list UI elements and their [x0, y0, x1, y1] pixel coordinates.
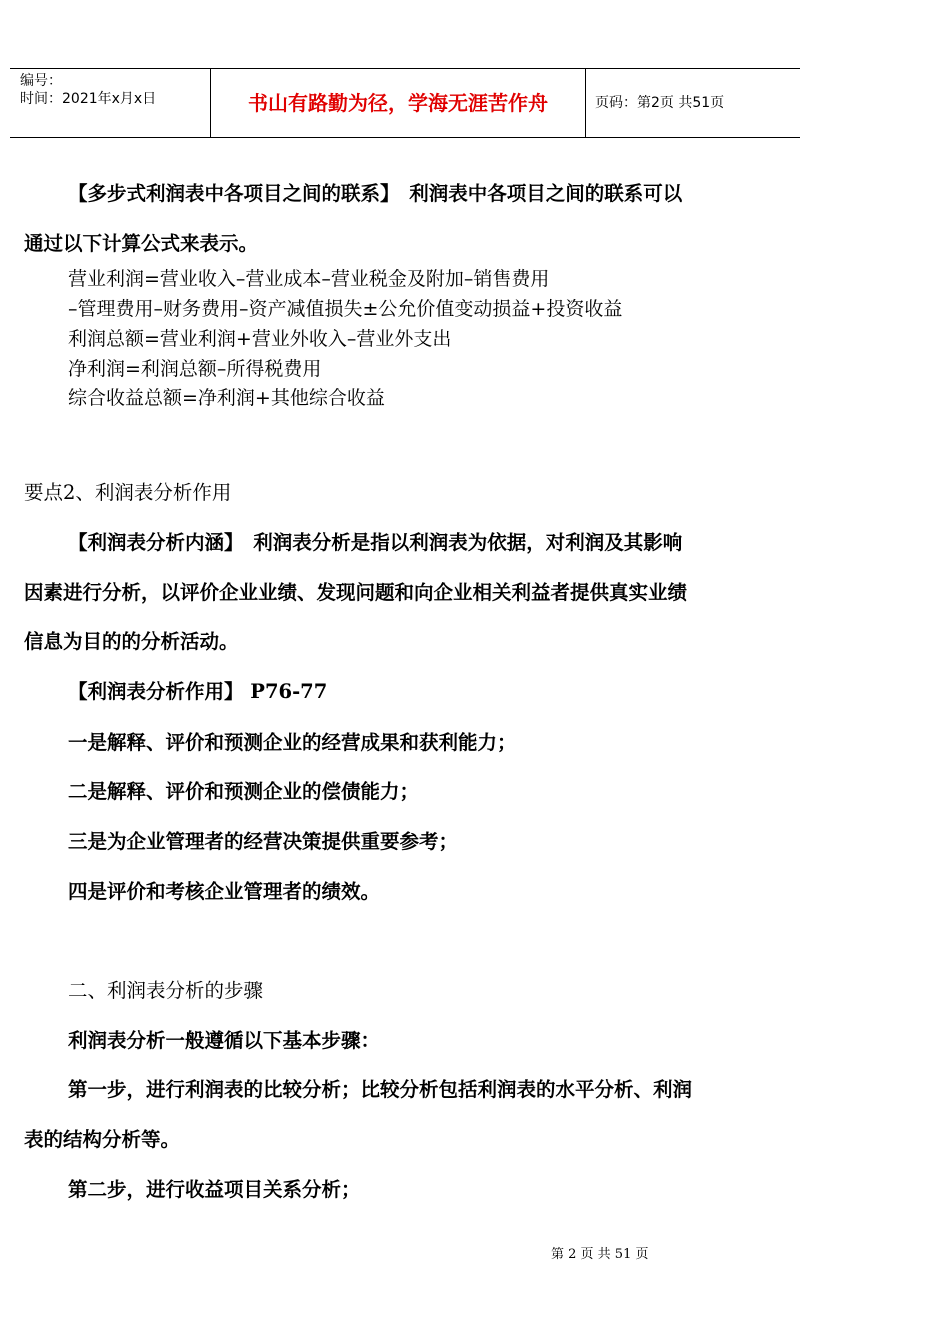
formula-operating-profit: 营业利润=营业收入–营业成本–营业税金及附加–销售费用	[68, 268, 550, 290]
page-header	[10, 68, 800, 138]
paragraph-connotation-line1: 【利润表分析内涵】 利润表分析是指以利润表为依据，对利润及其影响	[68, 531, 683, 554]
step-2: 第二步，进行收益项目关系分析；	[68, 1178, 361, 1201]
page-footer: 第 2 页 共 51 页	[551, 1247, 649, 1262]
header-meta-cell	[10, 69, 210, 137]
formula-comprehensive-income: 综合收益总额=净利润+其他综合收益	[68, 387, 385, 409]
paragraph-relation-line1: 【多步式利润表中各项目之间的联系】 利润表中各项目之间的联系可以	[68, 182, 683, 205]
header-page-info: 页码：第2页 共51页	[595, 95, 725, 111]
heading-point-2: 要点2、利润表分析作用	[24, 481, 232, 504]
paragraph-connotation-line2: 因素进行分析，以评价企业业绩、发现问题和向企业相关利益者提供真实业绩	[24, 581, 688, 604]
step-1-line1: 第一步，进行利润表的比较分析；比较分析包括利润表的水平分析、利润	[68, 1078, 693, 1101]
step-1-line2: 表的结构分析等。	[24, 1128, 181, 1151]
effect-item-2: 二是解释、评价和预测企业的偿债能力；	[68, 780, 420, 803]
section-2-title: 二、利润表分析的步骤	[68, 979, 264, 1002]
document-number-label: 编号：	[20, 73, 62, 89]
header-page-cell	[585, 69, 800, 137]
effect-item-3: 三是为企业管理者的经营决策提供重要参考；	[68, 830, 459, 853]
formula-net-profit: 净利润=利润总额–所得税费用	[68, 358, 322, 380]
formula-total-profit: 利润总额=营业利润+营业外收入–营业外支出	[68, 328, 452, 350]
steps-intro: 利润表分析一般遵循以下基本步骤：	[68, 1029, 381, 1052]
effect-item-4: 四是评价和考核企业管理者的绩效。	[68, 880, 381, 903]
motto-text: 书山有路勤为径，学海无涯苦作舟	[248, 91, 548, 115]
heading-analysis-effects: 【利润表分析作用】 P76-77	[68, 680, 328, 703]
paragraph-relation-line2: 通过以下计算公式来表示。	[24, 232, 259, 255]
effect-item-1: 一是解释、评价和预测企业的经营成果和获利能力；	[68, 731, 517, 754]
formula-operating-profit-cont: –管理费用–财务费用–资产减值损失±公允价值变动损益+投资收益	[68, 298, 623, 320]
document-date: 时间：2021年x月x日	[20, 91, 157, 107]
header-motto-cell	[210, 69, 586, 137]
paragraph-connotation-line3: 信息为目的的分析活动。	[24, 630, 239, 653]
